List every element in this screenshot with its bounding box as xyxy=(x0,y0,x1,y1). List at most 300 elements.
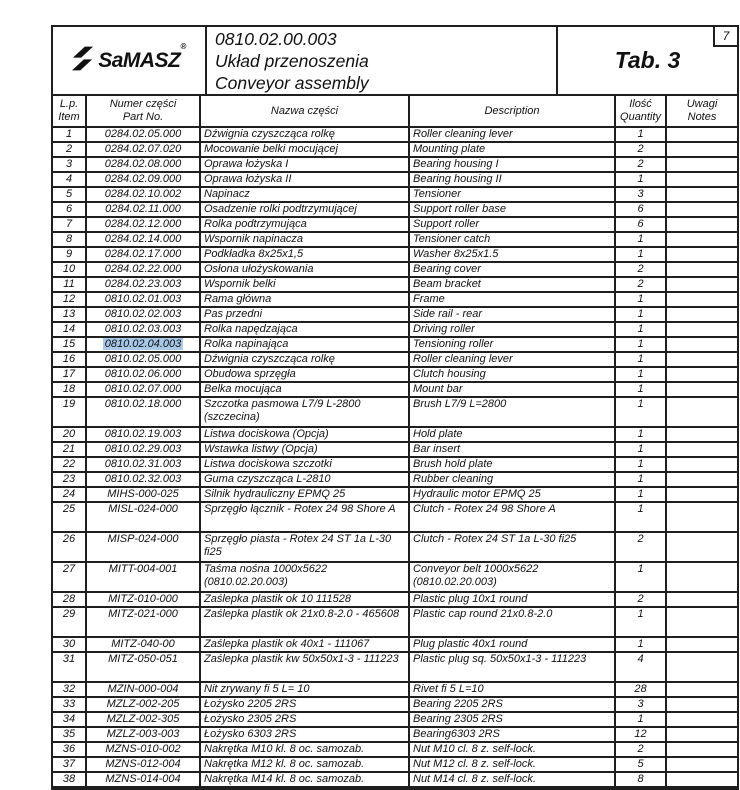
part-no-cell xyxy=(87,203,201,216)
table-row xyxy=(53,218,737,233)
part-no-cell xyxy=(87,278,201,291)
name-pl-cell: Sprzęgło piasta - Rotex 24 ST 1a L-30 fi25 xyxy=(201,533,410,561)
part-no-text: 0810.02.18.000 xyxy=(104,398,182,410)
item-cell: 13 xyxy=(53,308,87,321)
table-row xyxy=(53,308,737,323)
item-cell: 12 xyxy=(53,293,87,306)
item-cell: 37 xyxy=(53,758,87,771)
quantity-cell: 28 xyxy=(616,683,667,696)
part-no-cell xyxy=(87,758,201,771)
description-cell: Plastic plug sq. 50x50x1-3 - 111223 xyxy=(410,653,616,681)
description-cell: Rivet fi 5 L=10 xyxy=(410,683,616,696)
part-no-cell xyxy=(87,263,201,276)
table-row xyxy=(53,233,737,248)
part-no-cell xyxy=(87,128,201,141)
description-cell: Bearing cover xyxy=(410,263,616,276)
table-row xyxy=(53,713,737,728)
table-row xyxy=(53,563,737,593)
name-pl-cell: Guma czyszcząca L-2810 xyxy=(201,473,410,486)
notes-cell xyxy=(667,248,737,261)
table-row xyxy=(53,203,737,218)
part-no-text: 0284.02.12.000 xyxy=(104,218,182,230)
table-row xyxy=(53,473,737,488)
part-no-text: MZNS-014-004 xyxy=(105,773,181,785)
item-cell: 14 xyxy=(53,323,87,336)
table-row xyxy=(53,698,737,713)
part-no-text: 0810.02.02.003 xyxy=(104,308,182,320)
description-cell: Clutch - Rotex 24 ST 1a L-30 fi25 xyxy=(410,533,616,561)
quantity-cell: 2 xyxy=(616,143,667,156)
notes-cell xyxy=(667,428,737,441)
notes-cell xyxy=(667,233,737,246)
part-no-cell xyxy=(87,428,201,441)
quantity-cell: 1 xyxy=(616,563,667,591)
part-no-cell xyxy=(87,383,201,396)
registered-trademark-icon: ® xyxy=(180,41,186,51)
table-header-row xyxy=(53,96,737,128)
description-cell: Mount bar xyxy=(410,383,616,396)
quantity-cell: 12 xyxy=(616,728,667,741)
notes-cell xyxy=(667,353,737,366)
item-cell: 8 xyxy=(53,233,87,246)
col-header-name-pl: Nazwa części xyxy=(201,96,410,126)
item-cell: 2 xyxy=(53,143,87,156)
description-cell: Brush hold plate xyxy=(410,458,616,471)
quantity-cell: 4 xyxy=(616,653,667,681)
part-no-cell xyxy=(87,728,201,741)
part-no-text: 0284.02.11.000 xyxy=(105,203,181,215)
quantity-cell: 1 xyxy=(616,428,667,441)
name-pl-cell: Rolka napędzająca xyxy=(201,323,410,336)
quantity-cell: 1 xyxy=(616,353,667,366)
brand-logo xyxy=(53,27,207,94)
description-cell: Mounting plate xyxy=(410,143,616,156)
notes-cell xyxy=(667,128,737,141)
notes-cell xyxy=(667,473,737,486)
notes-cell xyxy=(667,488,737,501)
name-pl-cell: Osadzenie rolki podtrzymującej xyxy=(201,203,410,216)
description-cell: Plastic plug 10x1 round xyxy=(410,593,616,606)
description-cell: Plastic cap round 21x0.8-2.0 xyxy=(410,608,616,636)
description-cell: Clutch - Rotex 24 98 Shore A xyxy=(410,503,616,531)
part-no-cell xyxy=(87,473,201,486)
quantity-cell: 1 xyxy=(616,248,667,261)
table-row xyxy=(53,773,737,788)
item-cell: 16 xyxy=(53,353,87,366)
item-cell: 32 xyxy=(53,683,87,696)
part-no-cell xyxy=(87,458,201,471)
name-pl-cell: Dźwignia czyszcząca rolkę xyxy=(201,128,410,141)
description-cell: Support roller xyxy=(410,218,616,231)
description-cell: Nut M14 cl. 8 z. self-lock. xyxy=(410,773,616,786)
notes-cell xyxy=(667,158,737,171)
name-pl-cell: Listwa dociskowa (Opcja) xyxy=(201,428,410,441)
part-no-text: 0810.02.05.000 xyxy=(104,353,182,365)
part-no-cell xyxy=(87,503,201,531)
notes-cell xyxy=(667,593,737,606)
part-no-text: MZLZ-002-205 xyxy=(106,698,180,710)
notes-cell xyxy=(667,458,737,471)
name-pl-cell: Obudowa sprzęgła xyxy=(201,368,410,381)
item-cell: 10 xyxy=(53,263,87,276)
table-row xyxy=(53,428,737,443)
description-cell: Bearing housing II xyxy=(410,173,616,186)
name-pl-cell: Listwa dociskowa szczotki xyxy=(201,458,410,471)
notes-cell xyxy=(667,758,737,771)
description-cell: Bearing 2205 2RS xyxy=(410,698,616,711)
quantity-cell: 1 xyxy=(616,488,667,501)
tab-label: Tab. 3 xyxy=(614,47,681,73)
description-cell: Bearing 2305 2RS xyxy=(410,713,616,726)
notes-cell xyxy=(667,398,737,426)
quantity-cell: 1 xyxy=(616,173,667,186)
name-pl-cell: Wstawka listwy (Opcja) xyxy=(201,443,410,456)
brand-name: SaMASZ® xyxy=(98,41,186,72)
col-header-notes: Uwagi Notes xyxy=(686,98,718,123)
notes-cell xyxy=(667,443,737,456)
part-no-text: 0284.02.17.000 xyxy=(104,248,182,260)
item-cell: 34 xyxy=(53,713,87,726)
lightning-bolt-icon xyxy=(72,45,94,77)
name-pl-cell: Zaślepka plastik kw 50x50x1-3 - 111223 xyxy=(201,653,410,681)
part-no-text: 0810.02.07.000 xyxy=(104,383,182,395)
col-header-item: L.p. Item xyxy=(53,96,87,126)
item-cell: 20 xyxy=(53,428,87,441)
description-cell: Brush L7/9 L=2800 xyxy=(410,398,616,426)
part-no-text: MISL-024-000 xyxy=(108,503,178,515)
description-cell: Driving roller xyxy=(410,323,616,336)
part-no-text: 0810.02.06.000 xyxy=(104,368,182,380)
part-no-text: MITZ-021-000 xyxy=(108,608,178,620)
notes-cell xyxy=(667,608,737,636)
item-cell: 22 xyxy=(53,458,87,471)
table-row xyxy=(53,278,737,293)
name-pl-cell: Łożysko 2305 2RS xyxy=(201,713,410,726)
quantity-cell: 1 xyxy=(616,323,667,336)
name-pl-cell: Osłona ułożyskowania xyxy=(201,263,410,276)
part-no-text: 0810.02.29.003 xyxy=(104,443,182,455)
part-no-cell xyxy=(87,353,201,366)
quantity-cell: 1 xyxy=(616,443,667,456)
name-pl-cell: Mocowanie belki mocującej xyxy=(201,143,410,156)
table-row xyxy=(53,353,737,368)
table-row xyxy=(53,488,737,503)
name-pl-cell: Oprawa łożyska I xyxy=(201,158,410,171)
description-cell: Hold plate xyxy=(410,428,616,441)
part-no-text: 0810.02.32.003 xyxy=(104,473,182,485)
quantity-cell: 1 xyxy=(616,383,667,396)
assembly-name-pl: Układ przenoszenia xyxy=(215,51,369,71)
part-no-cell xyxy=(87,593,201,606)
notes-cell xyxy=(667,308,737,321)
notes-cell xyxy=(667,653,737,681)
table-row xyxy=(53,608,737,638)
table-row xyxy=(53,638,737,653)
part-no-text: 0284.02.10.002 xyxy=(104,188,182,200)
name-pl-cell: Taśma nośna 1000x5622 (0810.02.20.003) xyxy=(201,563,410,591)
part-no-text: MITZ-010-000 xyxy=(108,593,178,605)
table-row xyxy=(53,653,737,683)
quantity-cell: 2 xyxy=(616,533,667,561)
item-cell: 23 xyxy=(53,473,87,486)
part-no-cell xyxy=(87,653,201,681)
notes-cell xyxy=(667,728,737,741)
description-cell: Roller cleaning lever xyxy=(410,128,616,141)
part-no-cell xyxy=(87,173,201,186)
name-pl-cell: Belka mocująca xyxy=(201,383,410,396)
description-cell: Hydraulic motor EPMQ 25 xyxy=(410,488,616,501)
part-no-cell xyxy=(87,488,201,501)
quantity-cell: 1 xyxy=(616,128,667,141)
description-cell: Tensioning roller xyxy=(410,338,616,351)
item-cell: 21 xyxy=(53,443,87,456)
col-header-description: Description xyxy=(410,96,616,126)
name-pl-cell: Dźwignia czyszcząca rolkę xyxy=(201,353,410,366)
description-cell: Side rail - rear xyxy=(410,308,616,321)
quantity-cell: 1 xyxy=(616,233,667,246)
notes-cell xyxy=(667,638,737,651)
description-cell: Washer 8x25x1.5 xyxy=(410,248,616,261)
notes-cell xyxy=(667,338,737,351)
title-block xyxy=(53,27,737,96)
table-row xyxy=(53,248,737,263)
part-no-text: MZLZ-002-305 xyxy=(106,713,180,725)
name-pl-cell: Pas przedni xyxy=(201,308,410,321)
part-no-cell xyxy=(87,743,201,756)
table-row xyxy=(53,683,737,698)
quantity-cell: 2 xyxy=(616,263,667,276)
notes-cell xyxy=(667,218,737,231)
part-no-text: 0810.02.01.003 xyxy=(104,293,182,305)
description-cell: Rubber cleaning xyxy=(410,473,616,486)
table-row xyxy=(53,323,737,338)
item-cell: 1 xyxy=(53,128,87,141)
table-body xyxy=(53,128,737,788)
table-row xyxy=(53,173,737,188)
page-number-box xyxy=(713,25,739,47)
table-row xyxy=(53,128,737,143)
description-cell: Nut M10 cl. 8 z. self-lock. xyxy=(410,743,616,756)
name-pl-cell: Szczotka pasmowa L7/9 L-2800 (szczecina) xyxy=(201,398,410,426)
part-no-cell xyxy=(87,143,201,156)
item-cell: 27 xyxy=(53,563,87,591)
quantity-cell: 2 xyxy=(616,278,667,291)
part-no-text: MZNS-012-004 xyxy=(105,758,181,770)
part-no-text: 0810.02.19.003 xyxy=(104,428,182,440)
table-row xyxy=(53,533,737,563)
part-no-cell xyxy=(87,443,201,456)
part-no-text: 0810.02.31.003 xyxy=(104,458,182,470)
description-cell: Tensioner catch xyxy=(410,233,616,246)
part-no-text: 0284.02.14.000 xyxy=(104,233,182,245)
notes-cell xyxy=(667,188,737,201)
notes-cell xyxy=(667,698,737,711)
item-cell: 28 xyxy=(53,593,87,606)
part-no-text: MZIN-000-004 xyxy=(107,683,179,695)
item-cell: 36 xyxy=(53,743,87,756)
item-cell: 33 xyxy=(53,698,87,711)
part-no-text: 0284.02.22.000 xyxy=(104,263,182,275)
description-cell: Bearing housing I xyxy=(410,158,616,171)
description-cell: Clutch housing xyxy=(410,368,616,381)
part-no-text: 0284.02.23.003 xyxy=(104,278,182,290)
quantity-cell: 3 xyxy=(616,698,667,711)
table-row xyxy=(53,758,737,773)
item-cell: 6 xyxy=(53,203,87,216)
table-row xyxy=(53,398,737,428)
item-cell: 3 xyxy=(53,158,87,171)
notes-cell xyxy=(667,383,737,396)
part-no-text: 0284.02.07.020 xyxy=(104,143,182,155)
notes-cell xyxy=(667,683,737,696)
table-row xyxy=(53,593,737,608)
quantity-cell: 1 xyxy=(616,293,667,306)
name-pl-cell: Nakrętka M10 kl. 8 oc. samozab. xyxy=(201,743,410,756)
name-pl-cell: Podkładka 8x25x1,5 xyxy=(201,248,410,261)
description-cell: Beam bracket xyxy=(410,278,616,291)
table-row xyxy=(53,383,737,398)
notes-cell xyxy=(667,533,737,561)
name-pl-cell: Łożysko 2205 2RS xyxy=(201,698,410,711)
table-row xyxy=(53,338,737,353)
page-number: 7 xyxy=(722,29,730,43)
quantity-cell: 1 xyxy=(616,398,667,426)
part-no-text: 0284.02.08.000 xyxy=(104,158,182,170)
part-no-cell xyxy=(87,308,201,321)
part-no-text: MZLZ-003-003 xyxy=(106,728,180,740)
table-row xyxy=(53,458,737,473)
part-no-text: MZNS-010-002 xyxy=(105,743,181,755)
description-cell: Nut M12 cl. 8 z. self-lock. xyxy=(410,758,616,771)
table-row xyxy=(53,158,737,173)
item-cell: 11 xyxy=(53,278,87,291)
item-cell: 25 xyxy=(53,503,87,531)
notes-cell xyxy=(667,173,737,186)
part-no-text: MITZ-040-00 xyxy=(111,638,175,650)
part-no-cell xyxy=(87,683,201,696)
notes-cell xyxy=(667,503,737,531)
table-row xyxy=(53,263,737,278)
notes-cell xyxy=(667,293,737,306)
item-cell: 17 xyxy=(53,368,87,381)
item-cell: 35 xyxy=(53,728,87,741)
part-no-cell xyxy=(87,323,201,336)
quantity-cell: 1 xyxy=(616,308,667,321)
part-no-cell xyxy=(87,398,201,426)
table-row xyxy=(53,728,737,743)
part-no-cell xyxy=(87,608,201,636)
description-cell: Support roller base xyxy=(410,203,616,216)
item-cell: 38 xyxy=(53,773,87,786)
item-cell: 29 xyxy=(53,608,87,636)
item-cell: 30 xyxy=(53,638,87,651)
part-no-cell xyxy=(87,338,201,351)
table-row xyxy=(53,293,737,308)
part-no-cell xyxy=(87,248,201,261)
part-no-text: MISP-024-000 xyxy=(107,533,179,545)
item-cell: 7 xyxy=(53,218,87,231)
assembly-name-en: Conveyor assembly xyxy=(215,73,369,93)
quantity-cell: 8 xyxy=(616,773,667,786)
name-pl-cell: Rama główna xyxy=(201,293,410,306)
name-pl-cell: Silnik hydrauliczny EPMQ 25 xyxy=(201,488,410,501)
name-pl-cell: Nakrętka M14 kl. 8 oc. samozab. xyxy=(201,773,410,786)
name-pl-cell: Rolka podtrzymująca xyxy=(201,218,410,231)
notes-cell xyxy=(667,713,737,726)
parts-table-document xyxy=(51,25,739,790)
quantity-cell: 1 xyxy=(616,368,667,381)
name-pl-cell: Napinacz xyxy=(201,188,410,201)
part-no-text: 0284.02.09.000 xyxy=(104,173,182,185)
notes-cell xyxy=(667,563,737,591)
part-no-text: MITT-004-001 xyxy=(108,563,178,575)
name-pl-cell: Zaślepka plastik ok 40x1 - 111067 xyxy=(201,638,410,651)
part-no-text: 0284.02.05.000 xyxy=(104,128,182,140)
quantity-cell: 1 xyxy=(616,338,667,351)
part-no-text[interactable]: 0810.02.04.003 xyxy=(104,338,182,350)
assembly-title xyxy=(207,27,558,94)
part-no-cell xyxy=(87,368,201,381)
notes-cell xyxy=(667,743,737,756)
notes-cell xyxy=(667,368,737,381)
item-cell: 9 xyxy=(53,248,87,261)
quantity-cell: 6 xyxy=(616,203,667,216)
quantity-cell: 6 xyxy=(616,218,667,231)
col-header-part-no: Numer części Part No. xyxy=(87,96,201,126)
name-pl-cell: Nit zrywany fi 5 L= 10 xyxy=(201,683,410,696)
name-pl-cell: Oprawa łożyska II xyxy=(201,173,410,186)
description-cell: Bar insert xyxy=(410,443,616,456)
quantity-cell: 1 xyxy=(616,638,667,651)
part-no-text: MITZ-050-051 xyxy=(108,653,178,665)
part-no-cell xyxy=(87,773,201,786)
notes-cell xyxy=(667,143,737,156)
name-pl-cell: Rolka napinająca xyxy=(201,338,410,351)
table-row xyxy=(53,143,737,158)
part-no-cell xyxy=(87,638,201,651)
part-no-cell xyxy=(87,233,201,246)
table-row xyxy=(53,503,737,533)
name-pl-cell: Wspornik belki xyxy=(201,278,410,291)
item-cell: 15 xyxy=(53,338,87,351)
part-no-text: 0810.02.03.003 xyxy=(104,323,182,335)
part-no-cell xyxy=(87,533,201,561)
quantity-cell: 1 xyxy=(616,503,667,531)
quantity-cell: 1 xyxy=(616,608,667,636)
description-cell: Plug plastic 40x1 round xyxy=(410,638,616,651)
item-cell: 5 xyxy=(53,188,87,201)
description-cell: Frame xyxy=(410,293,616,306)
table-row xyxy=(53,743,737,758)
quantity-cell: 2 xyxy=(616,593,667,606)
name-pl-cell: Łożysko 6303 2RS xyxy=(201,728,410,741)
notes-cell xyxy=(667,278,737,291)
name-pl-cell: Wspornik napinacza xyxy=(201,233,410,246)
part-no-cell xyxy=(87,293,201,306)
notes-cell xyxy=(667,773,737,786)
description-cell: Tensioner xyxy=(410,188,616,201)
item-cell: 18 xyxy=(53,383,87,396)
col-header-quantity: Ilość Quantity xyxy=(616,96,667,126)
part-no-cell xyxy=(87,698,201,711)
part-no-cell xyxy=(87,563,201,591)
assembly-number: 0810.02.00.003 xyxy=(215,29,337,49)
part-no-cell xyxy=(87,713,201,726)
item-cell: 19 xyxy=(53,398,87,426)
description-cell: Bearing6303 2RS xyxy=(410,728,616,741)
description-cell: Conveyor belt 1000x5622 (0810.02.20.003) xyxy=(410,563,616,591)
notes-cell xyxy=(667,203,737,216)
